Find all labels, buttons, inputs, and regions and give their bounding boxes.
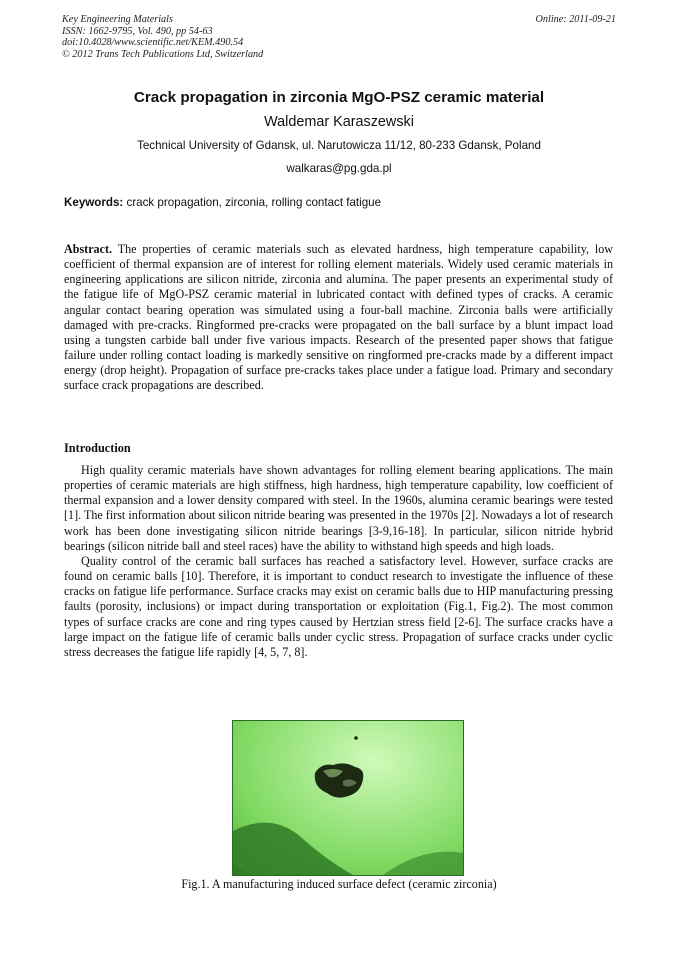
small-pore <box>354 736 358 740</box>
author-affiliation: Technical University of Gdansk, ul. Narutowicza 11/12, 80-233 Gdansk, Poland <box>137 139 541 152</box>
surface-defect-micrograph <box>233 721 463 875</box>
journal-header <box>62 14 263 60</box>
keywords-label: Keywords: <box>64 196 124 209</box>
author-email[interactable]: walkaras@pg.gda.pl <box>286 162 392 175</box>
paper-author: Waldemar Karaszewski <box>264 114 414 130</box>
keywords-text: crack propagation, zirconia, rolling contact fatigue <box>126 196 382 209</box>
paper-title: Crack propagation in zirconia MgO-PSZ ceramic material <box>133 89 545 106</box>
introduction-heading: Introduction <box>64 441 131 455</box>
intro-paragraph-2: Quality control of the ceramic ball surfaces has reached a satisfactory level. However, surface cracks are found on ceramic balls [10]. Therefore, it is important to conduct research to investigate the influence of these cracks on fatigue life performance. Surface cracks may exist on ceramic balls due to HIP manufacturing pressing faults (porosity, inclusions) or impact during transportation or exploitation (Fig.1, Fig.2). The most common types of surface cracks are cone and ring types caused by Hertzian stress field [2-6]. The surface cracks have a large impact on the fatigue life of ceramic balls under cyclic stress. Propagation of surface cracks under cyclic stress decreases the fatigue life rapidly [4, 5, 7, 8]. <box>64 553 613 659</box>
keywords-line <box>64 196 381 209</box>
abstract-block <box>64 242 613 394</box>
figure-1 <box>232 720 464 876</box>
journal-copyright: © 2012 Trans Tech Publications Ltd, Switzerland <box>62 48 264 60</box>
abstract-text: The properties of ceramic materials such as elevated hardness, high temperature capability, low coefficient of thermal expansion are of interest for rolling element materials. Widely used ceramic materials in engineering applications are silicon nitride, zirconia and alumina. The paper presents an experimental study of the fatigue life of MgO-PSZ ceramic material in lubricated contact with defined types of cracks. A ceramic angular contact bearing operation was simulated using a four-ball machine. Zirconia balls were artificially damaged with pre-cracks. Ringformed pre-cracks were propagated on the ball surface by a blunt impact load using a tungsten carbide ball under five various impacts. Research of the presented paper shows that fatigue failure under rolling contact loading is markedly sensitive on ringformed pre-cracks made by a different impact energy (drop height). Propagation of surface pre-cracks takes place under a fatigue load. Primary and secondary surface crack propagations are described. <box>64 242 614 393</box>
abstract-label: Abstract. <box>64 242 113 256</box>
journal-issn: ISSN: 1662-9795, Vol. 490, pp 54-63 <box>62 25 213 37</box>
journal-doi[interactable]: doi:10.4028/www.scientific.net/KEM.490.54 <box>62 37 244 49</box>
introduction-body <box>64 463 613 660</box>
figure-1-caption: Fig.1. A manufacturing induced surface defect (ceramic zirconia) <box>181 877 497 891</box>
journal-name: Key Engineering Materials <box>62 14 173 25</box>
intro-paragraph-1: High quality ceramic materials have shown advantages for rolling element bearing applications. The main properties of ceramic materials are high stiffness, high hardness, high temperature capability, low coefficient of thermal expansion and a lower density compared with steel. In the 1960s, alumina ceramic bearings were tested [1]. The first information about silicon nitride bearing was presented in the 1970s [2]. Nowadays a lot of research work has been done investigating silicon nitride bearings [3-9,16-18]. In particular, silicon nitride hybrid bearings (silicon nitride ball and steel races) have the ability to withstand high speeds and high loads. <box>64 463 613 553</box>
online-date: Online: 2011-09-21 <box>535 14 616 25</box>
